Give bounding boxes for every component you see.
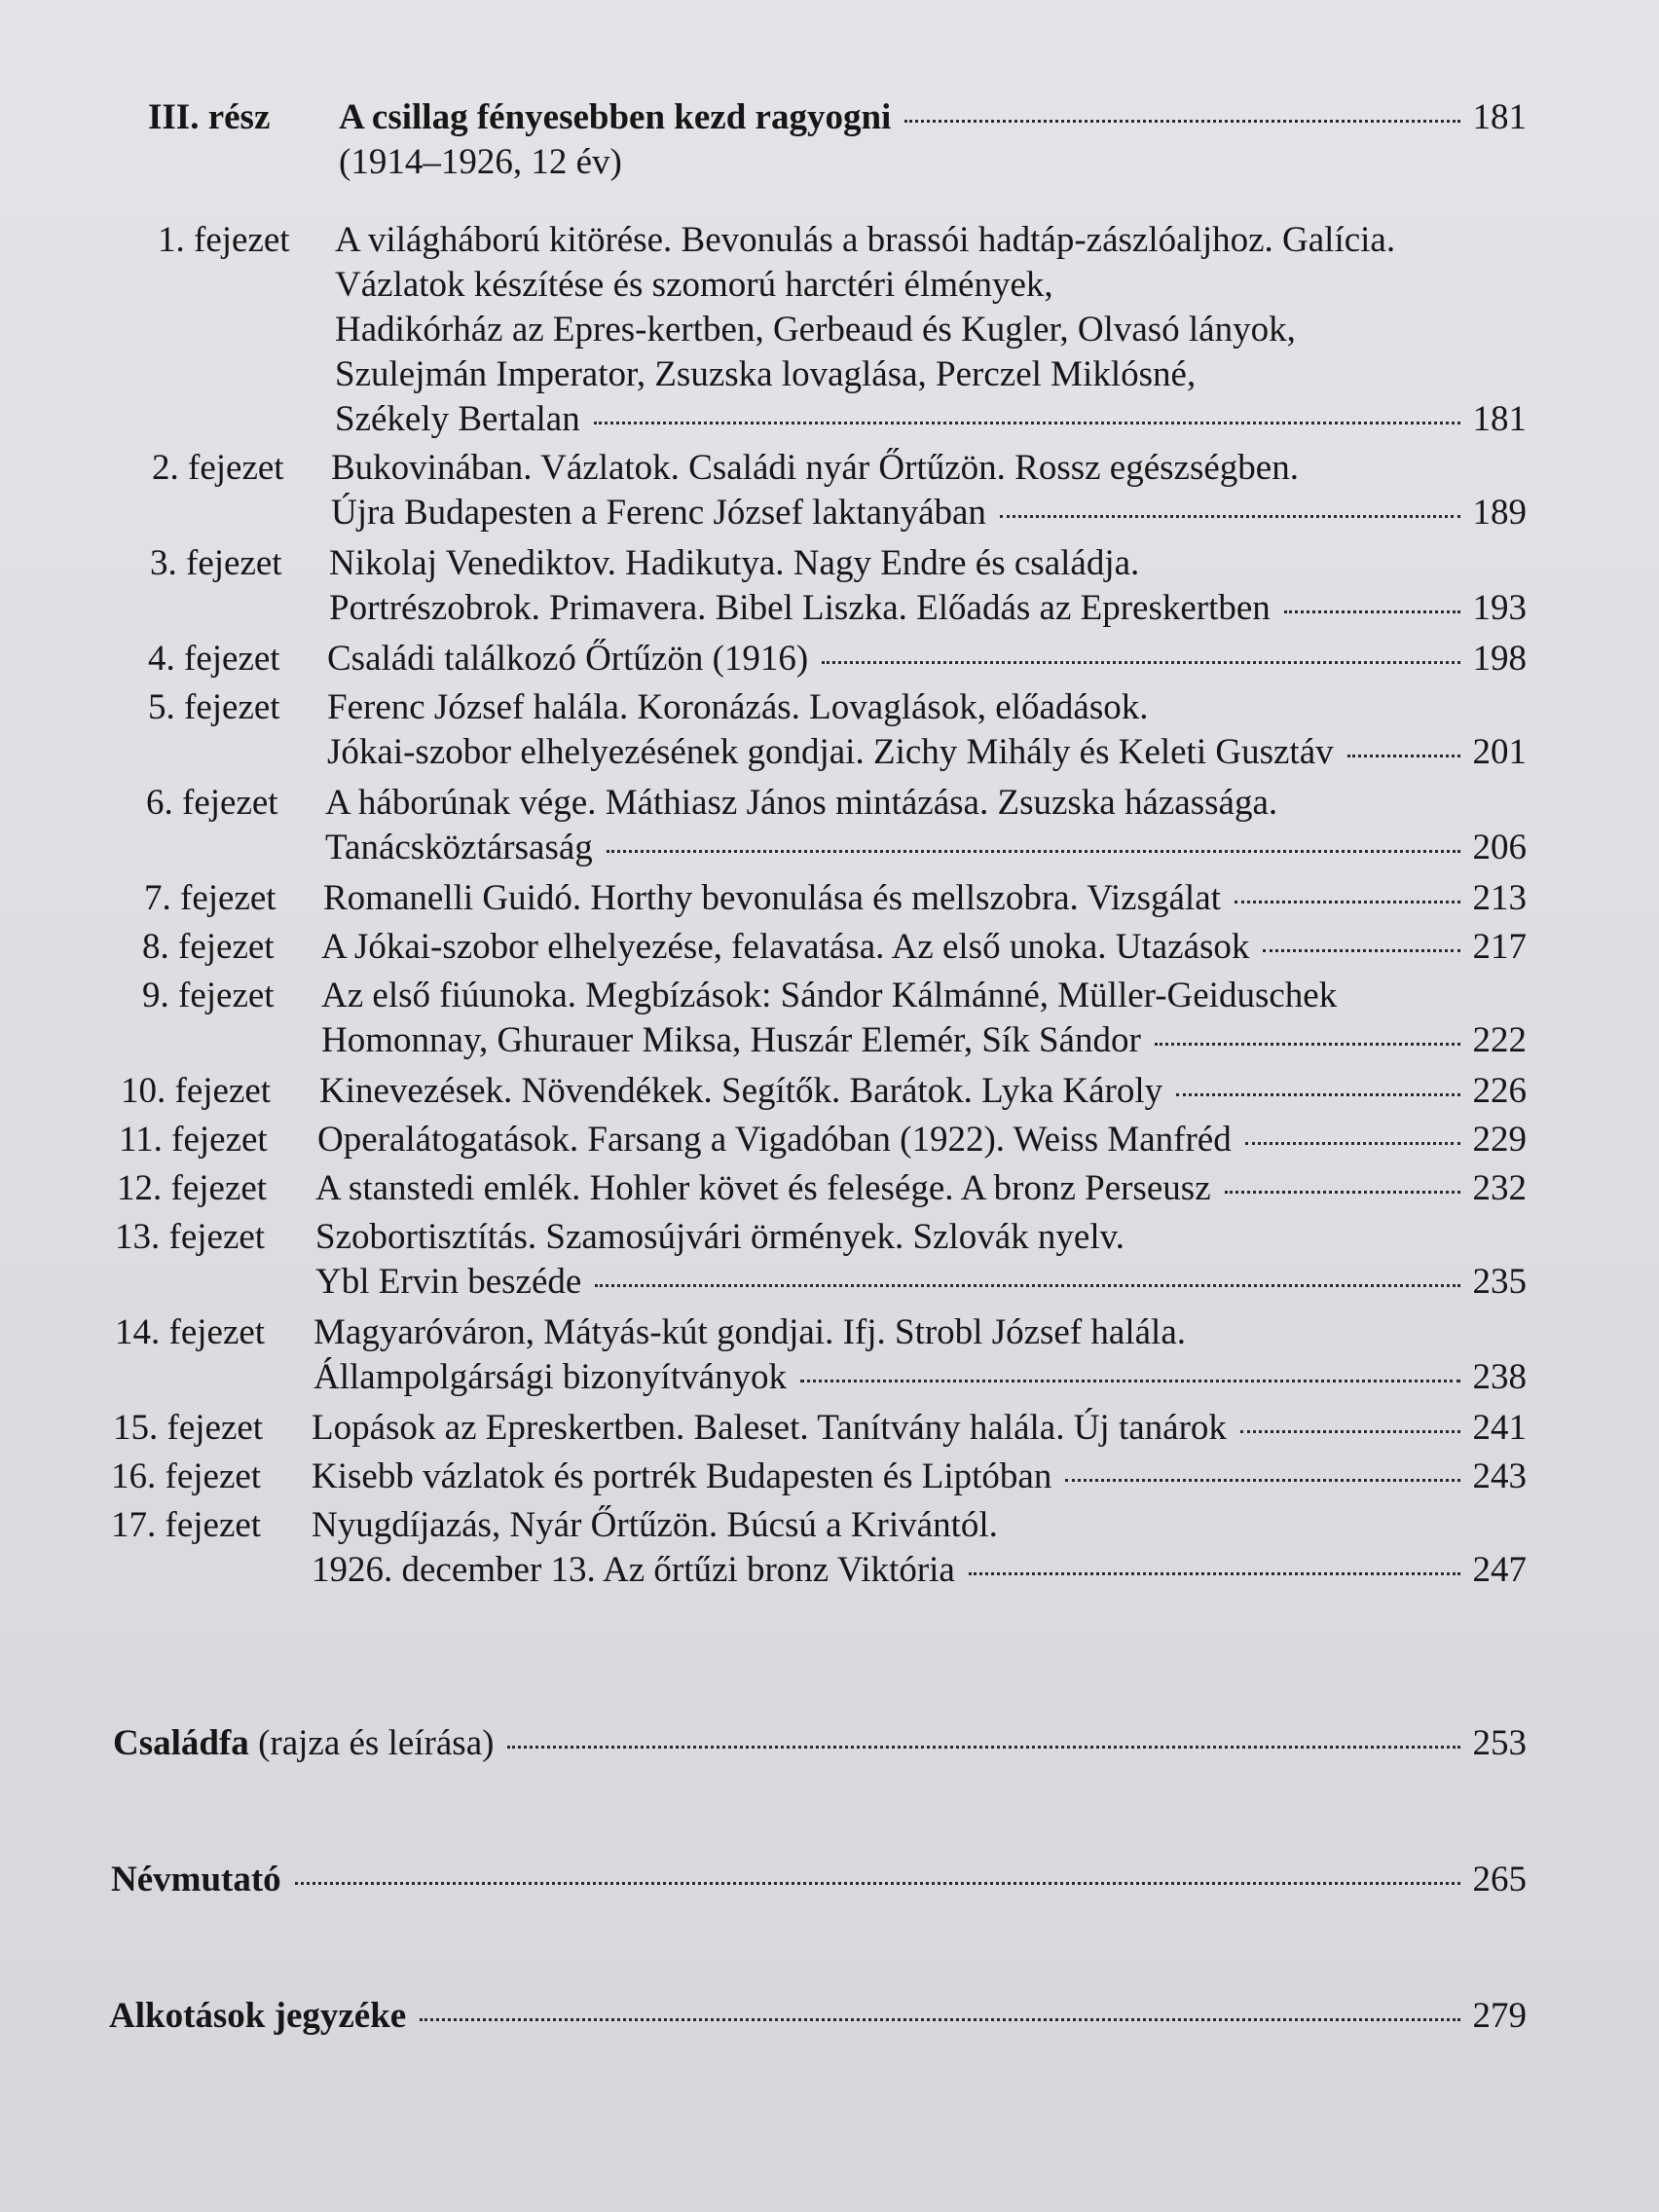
backmatter-text (109, 1994, 406, 2039)
chapter-title-end: Homonnay, Ghurauer Miksa, Huszár Elemér, Sík Sándor (321, 1020, 1141, 1060)
backmatter-line (113, 1721, 1527, 1766)
page-number: 279 (1472, 1996, 1527, 2036)
page-number: 238 (1472, 1357, 1527, 1397)
chapter-label: 1. fejezet (158, 220, 290, 260)
part-title-line (339, 95, 1527, 140)
chapter-title-line: A háborúnak vége. Máthiasz János mintázása. Zsuzska házassága. (325, 783, 1278, 823)
chapter-last-line (321, 1018, 1527, 1063)
chapter-title-line: Vázlatok készítése és szomorú harctéri élmények, (335, 265, 1053, 305)
chapter-entry[interactable] (0, 781, 1659, 870)
chapter-title-end: Tanácsköztársaság (325, 828, 593, 867)
page-number: 201 (1472, 732, 1527, 772)
leader-dots (1225, 1191, 1460, 1194)
chapter-entry[interactable] (0, 1069, 1659, 1114)
chapter-entry[interactable] (0, 685, 1659, 775)
part-heading (0, 95, 1659, 185)
chapter-entry[interactable] (0, 637, 1659, 682)
backmatter-line (109, 1994, 1527, 2039)
chapter-title-line: Szulejmán Imperator, Zsuzska lovaglása, Perczel Miklósné, (335, 354, 1197, 394)
chapter-last-line (313, 1355, 1527, 1400)
chapter-title-line: Nyugdíjazás, Nyár Őrtűzön. Búcsú a Krivántól. (312, 1505, 998, 1545)
leader-dots (904, 120, 1460, 123)
page-number: 213 (1472, 878, 1527, 918)
chapter-label: 6. fejezet (146, 783, 278, 823)
chapter-label: 3. fejezet (150, 543, 282, 583)
page-number: 222 (1472, 1020, 1527, 1060)
chapter-last-line (327, 730, 1527, 775)
chapter-last-line (312, 1548, 1527, 1593)
page-number: 226 (1472, 1071, 1527, 1111)
leader-dots (1155, 1043, 1460, 1046)
chapter-title-line: Hadikórház az Epres-kertben, Gerbeaud és Kugler, Olvasó lányok, (335, 310, 1296, 350)
page-number: 229 (1472, 1120, 1527, 1160)
page-number: 193 (1472, 588, 1527, 628)
chapter-title-end: Újra Budapesten a Ferenc József laktanyában (331, 493, 986, 533)
chapter-label: 9. fejezet (142, 976, 275, 1015)
leader-dots (969, 1572, 1460, 1575)
chapter-last-line (321, 925, 1527, 970)
chapter-label: 12. fejezet (117, 1168, 268, 1208)
leader-dots (1235, 901, 1460, 903)
leader-dots (1263, 949, 1460, 952)
page-number: 265 (1472, 1860, 1527, 1899)
page-number: 241 (1472, 1408, 1527, 1448)
backmatter-title: Alkotások jegyzéke (109, 1996, 407, 2036)
part-subtitle: (1914–1926, 12 év) (339, 142, 622, 182)
backmatter-text (111, 1858, 281, 1902)
page-number: 247 (1472, 1550, 1527, 1590)
chapter-title-line: A világháború kitörése. Bevonulás a brassói hadtáp-zászlóaljhoz. Galícia. (335, 220, 1396, 260)
chapter-last-line (312, 1455, 1527, 1499)
chapter-label: 5. fejezet (148, 687, 280, 727)
chapter-last-line (312, 1406, 1527, 1451)
chapter-entry[interactable] (0, 1455, 1659, 1499)
page-number: 232 (1472, 1168, 1527, 1208)
leader-dots (1176, 1093, 1460, 1096)
chapter-last-line (315, 1166, 1527, 1211)
chapter-label: 16. fejezet (111, 1456, 262, 1496)
chapter-label: 7. fejezet (144, 878, 276, 918)
chapter-last-line (335, 397, 1527, 442)
chapter-title-end: A stanstedi emlék. Hohler követ és felesége. A bronz Perseusz (315, 1168, 1211, 1208)
chapter-last-line (329, 586, 1527, 631)
leader-dots (1347, 755, 1460, 757)
chapter-title-end: 1926. december 13. Az őrtűzi bronz Viktória (312, 1550, 955, 1590)
chapter-label: 11. fejezet (119, 1120, 268, 1160)
chapter-entry[interactable] (0, 974, 1659, 1063)
chapter-entry[interactable] (0, 1310, 1659, 1400)
leader-dots (1065, 1479, 1460, 1482)
chapter-title-end: Portrészobrok. Primavera. Bibel Liszka. Előadás az Epreskertben (329, 588, 1271, 628)
chapter-entry[interactable] (0, 218, 1659, 442)
leader-dots (1000, 515, 1460, 518)
chapter-last-line (319, 1069, 1527, 1114)
chapter-title-line: Az első fiúunoka. Megbízások: Sándor Kálmánné, Müller-Geiduschek (321, 976, 1338, 1015)
page-number: 181 (1472, 399, 1527, 439)
chapter-last-line (317, 1118, 1527, 1162)
chapter-entry[interactable] (0, 925, 1659, 970)
chapter-entry[interactable] (0, 446, 1659, 535)
page-number: 189 (1472, 493, 1527, 533)
leader-dots (607, 850, 1460, 853)
backmatter-entry[interactable] (0, 1858, 1659, 1902)
chapter-entry[interactable] (0, 1406, 1659, 1451)
leader-dots (595, 1284, 1460, 1287)
page-number: 217 (1472, 927, 1527, 967)
chapter-title-end: Operalátogatások. Farsang a Vigadóban (1922). Weiss Manfréd (317, 1120, 1232, 1160)
chapter-title-end: Jókai-szobor elhelyezésének gondjai. Zichy Mihály és Keleti Gusztáv (327, 732, 1334, 772)
page-number: 198 (1472, 639, 1527, 679)
chapter-entry[interactable] (0, 876, 1659, 921)
chapter-title-end: Állampolgársági bizonyítványok (313, 1357, 788, 1397)
part-title: A csillag fényesebben kezd ragyogni (339, 97, 892, 137)
backmatter-suffix: (rajza és leírása) (248, 1723, 495, 1763)
chapter-title-end: Székely Bertalan (335, 399, 580, 439)
leader-dots (1245, 1142, 1460, 1145)
chapter-label: 17. fejezet (111, 1505, 262, 1545)
page-number: 243 (1472, 1456, 1527, 1496)
chapter-title-end: Ybl Ervin beszéde (315, 1262, 582, 1302)
chapter-title-end: Családi találkozó Őrtűzön (1916) (327, 639, 809, 679)
part-label: III. rész (148, 97, 271, 137)
chapter-last-line (315, 1260, 1527, 1305)
leader-dots (507, 1746, 1460, 1749)
chapter-last-line (323, 876, 1527, 921)
chapter-title-end: Kisebb vázlatok és portrék Budapesten és Liptóban (312, 1456, 1052, 1496)
chapter-title-line: Nikolaj Venediktov. Hadikutya. Nagy Endre és családja. (329, 543, 1140, 583)
chapter-title-end: A Jókai-szobor elhelyezése, felavatása. Az első unoka. Utazások (321, 927, 1250, 967)
leader-dots (594, 422, 1460, 424)
chapter-title-line: Ferenc József halála. Koronázás. Lovaglások, előadások. (327, 687, 1149, 727)
chapter-title-end: Romanelli Guidó. Horthy bevonulása és mellszobra. Vizsgálat (323, 878, 1221, 918)
chapter-last-line (325, 826, 1527, 870)
leader-dots (822, 661, 1460, 664)
chapter-label: 4. fejezet (148, 639, 280, 679)
chapter-entry[interactable] (0, 1166, 1659, 1211)
backmatter-title: Névmutató (111, 1860, 281, 1899)
chapter-title-line: Szobortisztítás. Szamosújvári örmények. Szlovák nyelv. (315, 1217, 1124, 1257)
leader-dots (800, 1380, 1460, 1382)
backmatter-line (111, 1858, 1527, 1902)
backmatter-title: Családfa (113, 1723, 249, 1763)
chapter-label: 15. fejezet (113, 1408, 264, 1448)
backmatter-text (113, 1721, 494, 1766)
chapter-entry[interactable] (0, 541, 1659, 631)
leader-dots (295, 1882, 1460, 1885)
chapter-entry[interactable] (0, 1118, 1659, 1162)
chapter-label: 13. fejezet (115, 1217, 266, 1257)
chapter-label: 2. fejezet (152, 448, 284, 488)
leader-dots (420, 2018, 1460, 2021)
page-number: 206 (1472, 828, 1527, 867)
page-number: 253 (1472, 1723, 1527, 1763)
leader-dots (1240, 1430, 1460, 1433)
backmatter-entry[interactable] (0, 1721, 1659, 1766)
chapter-label: 10. fejezet (121, 1071, 272, 1111)
chapter-label: 8. fejezet (142, 927, 275, 967)
backmatter-entry[interactable] (0, 1994, 1659, 2039)
chapter-entry[interactable] (0, 1503, 1659, 1593)
leader-dots (1284, 610, 1460, 613)
chapter-last-line (327, 637, 1527, 682)
page-number: 181 (1472, 97, 1527, 137)
chapter-title-line: Bukovinában. Vázlatok. Családi nyár Őrtűzön. Rossz egészségben. (331, 448, 1299, 488)
page-number: 235 (1472, 1262, 1527, 1302)
chapter-title-end: Lopások az Epreskertben. Baleset. Tanítvány halála. Új tanárok (312, 1408, 1227, 1448)
chapter-title-end: Kinevezések. Növendékek. Segítők. Barátok. Lyka Károly (319, 1071, 1163, 1111)
chapter-last-line (331, 491, 1527, 535)
chapter-label: 14. fejezet (115, 1312, 266, 1352)
chapter-title-line: Magyaróváron, Mátyás-kút gondjai. Ifj. Strobl József halála. (313, 1312, 1186, 1352)
chapter-entry[interactable] (0, 1215, 1659, 1305)
